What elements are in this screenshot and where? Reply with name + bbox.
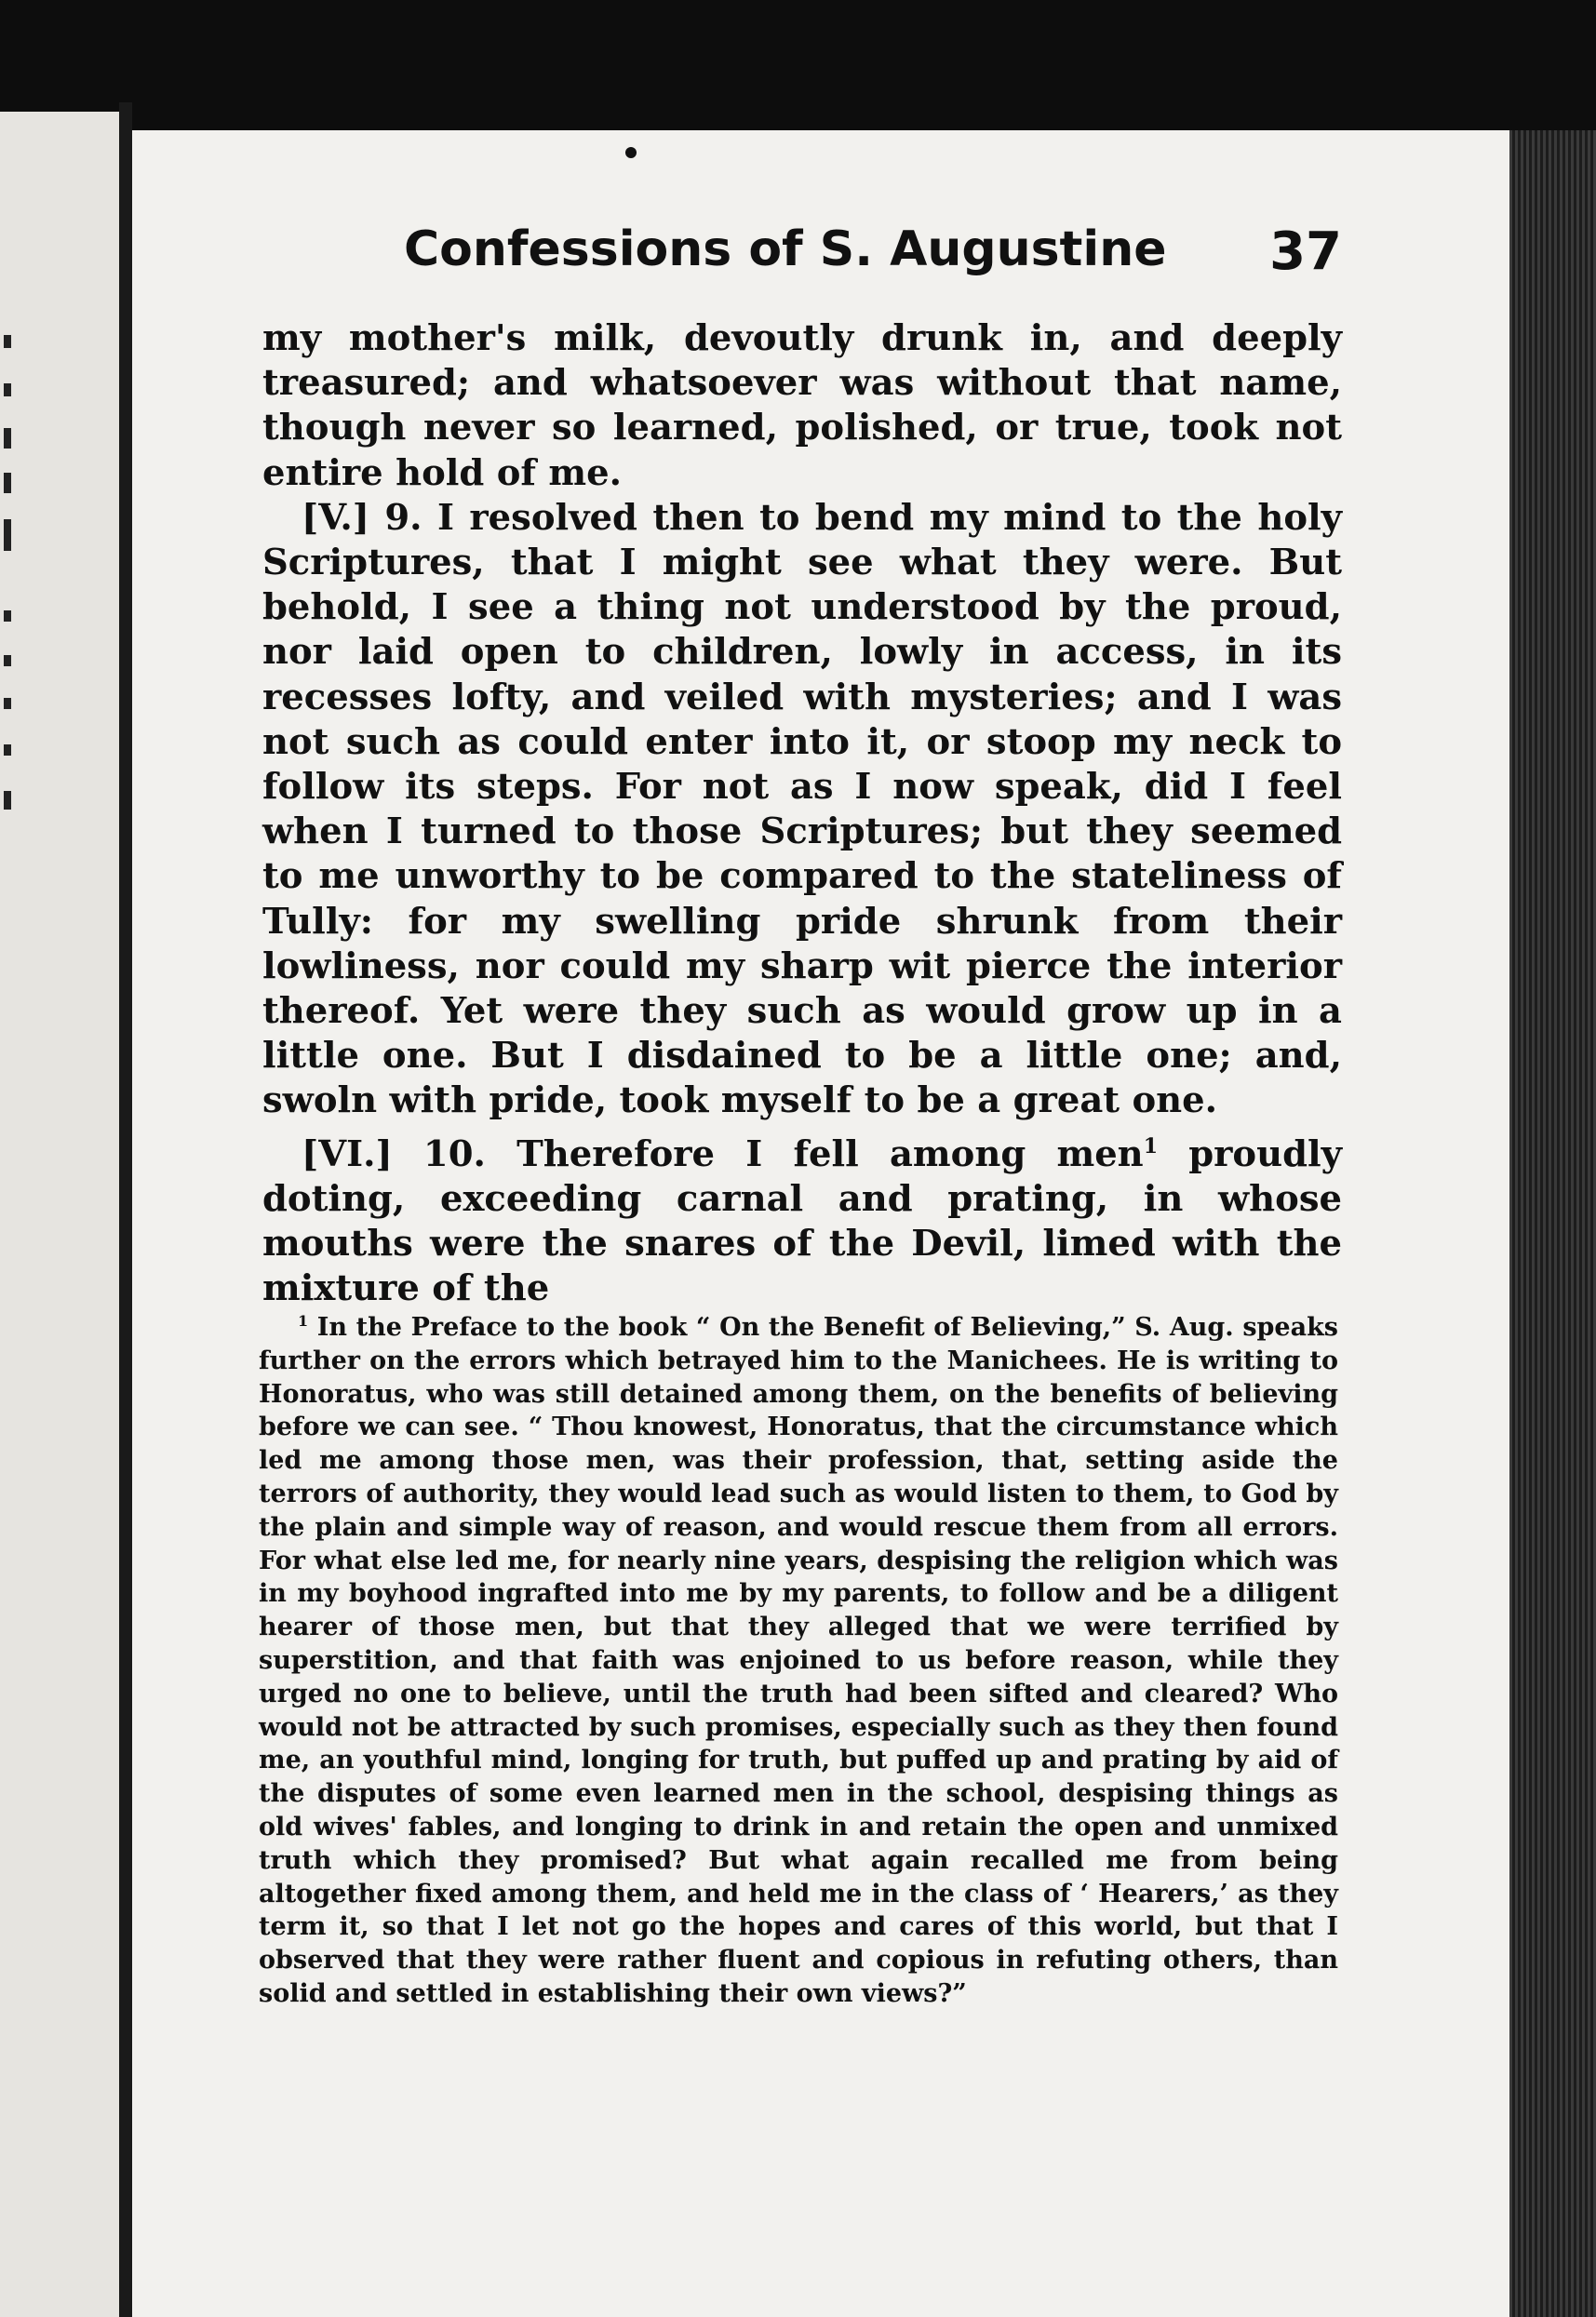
body-text [262, 316, 1342, 1311]
left-page-ink-mark [4, 655, 11, 666]
paragraph-text-end: proudly doting, exceeding carnal and prating, in whose mouths were the snares of the Devil, limed with the mixture of the [262, 1132, 1342, 1310]
left-page-ink-mark [4, 744, 11, 756]
page-number: 37 [1269, 221, 1342, 282]
paragraph-continuation: my mother's milk, devoutly drunk in, and deeply treasured; and whatsoever was without that name, though never so learned, polished, or true, took not entire hold of me. [262, 317, 1342, 494]
left-page-ink-mark [4, 473, 11, 493]
footnote [259, 1305, 1338, 2011]
left-page-ink-mark [4, 519, 11, 551]
left-page-ink-mark [4, 428, 11, 449]
footnote-marker: 1 [298, 1312, 309, 1330]
book-gutter [119, 102, 132, 2317]
printer-dot [625, 147, 637, 158]
left-page-ink-mark [4, 698, 11, 709]
footnote-text: In the Preface to the book “ On the Benefit of Believing,” S. Aug. speaks further on the errors which betrayed him to the Manichees. He is writing to Honoratus, who was still detained among them, on the benefits of believing before we can see. “ Thou knowest, Honoratus, that the circumstance which led me among those men, was their profession, that, setting aside the terrors of authority, they would lead such as would listen to them, to God by the plain and simple way of reason, and would rescue them from all errors. For what else led me, for nearly nine years, despising the religion which was in my boyhood ingrafted into me by my parents, to follow and be a diligent hearer of those men, but that they alleged that we were terrified by superstition, and that faith was enjoined to us before reason, while they urged no one to believe, until the truth had been sifted and cleared? Who would not be attracted by such promises, especially such as they then found me, an youthful mind, longing for truth, but puffed up and prating by aid of the disputes of some even learned men in the school, despising things as old wives' fables, and longing to drink in and retain the open and unmixed truth which they promised? But what again recalled me from being altogether fixed among them, and held me in the class of ‘ Hearers,’ as they term it, so that I let not go the hopes and cares of this world, but that I observed that they were rather fluent and copious in refuting others, than solid and settled in establishing their own views?” [259, 1313, 1338, 2008]
page-stack-edge [1509, 130, 1596, 2317]
paragraph-text-start: [VI.] 10. Therefore I fell among men [302, 1132, 1144, 1175]
previous-page-edge [0, 112, 119, 2317]
left-page-ink-mark [4, 791, 11, 810]
left-page-ink-mark [4, 383, 11, 396]
paragraph-section-vi [262, 1124, 1342, 1312]
paragraph-section-v: [V.] 9. I resolved then to bend my mind to the holy Scriptures, that I might see what they were. But behold, I see a thing not understood by the proud, nor laid open to children, lowly in access, in its recesses lofty, and veiled with mysteries; and I was not such as could enter into it, or stoop my neck to follow its steps. For not as I now speak, did I feel when I turned to those Scriptures; but they seemed to me unworthy to be compared to the stateliness of Tully: for my swelling pride shrunk from their lowliness, nor could my sharp wit pierce the interior thereof. Yet were they such as would grow up in a little one. But I disdained to be a little one; and, swoln with pride, took myself to be a great one. [262, 496, 1342, 1122]
running-head [262, 221, 1342, 296]
footnote-reference: 1 [1143, 1133, 1158, 1158]
left-page-ink-mark [4, 610, 11, 622]
left-page-ink-mark [4, 335, 11, 348]
running-title: Confessions of S. Augustine [404, 221, 1167, 277]
